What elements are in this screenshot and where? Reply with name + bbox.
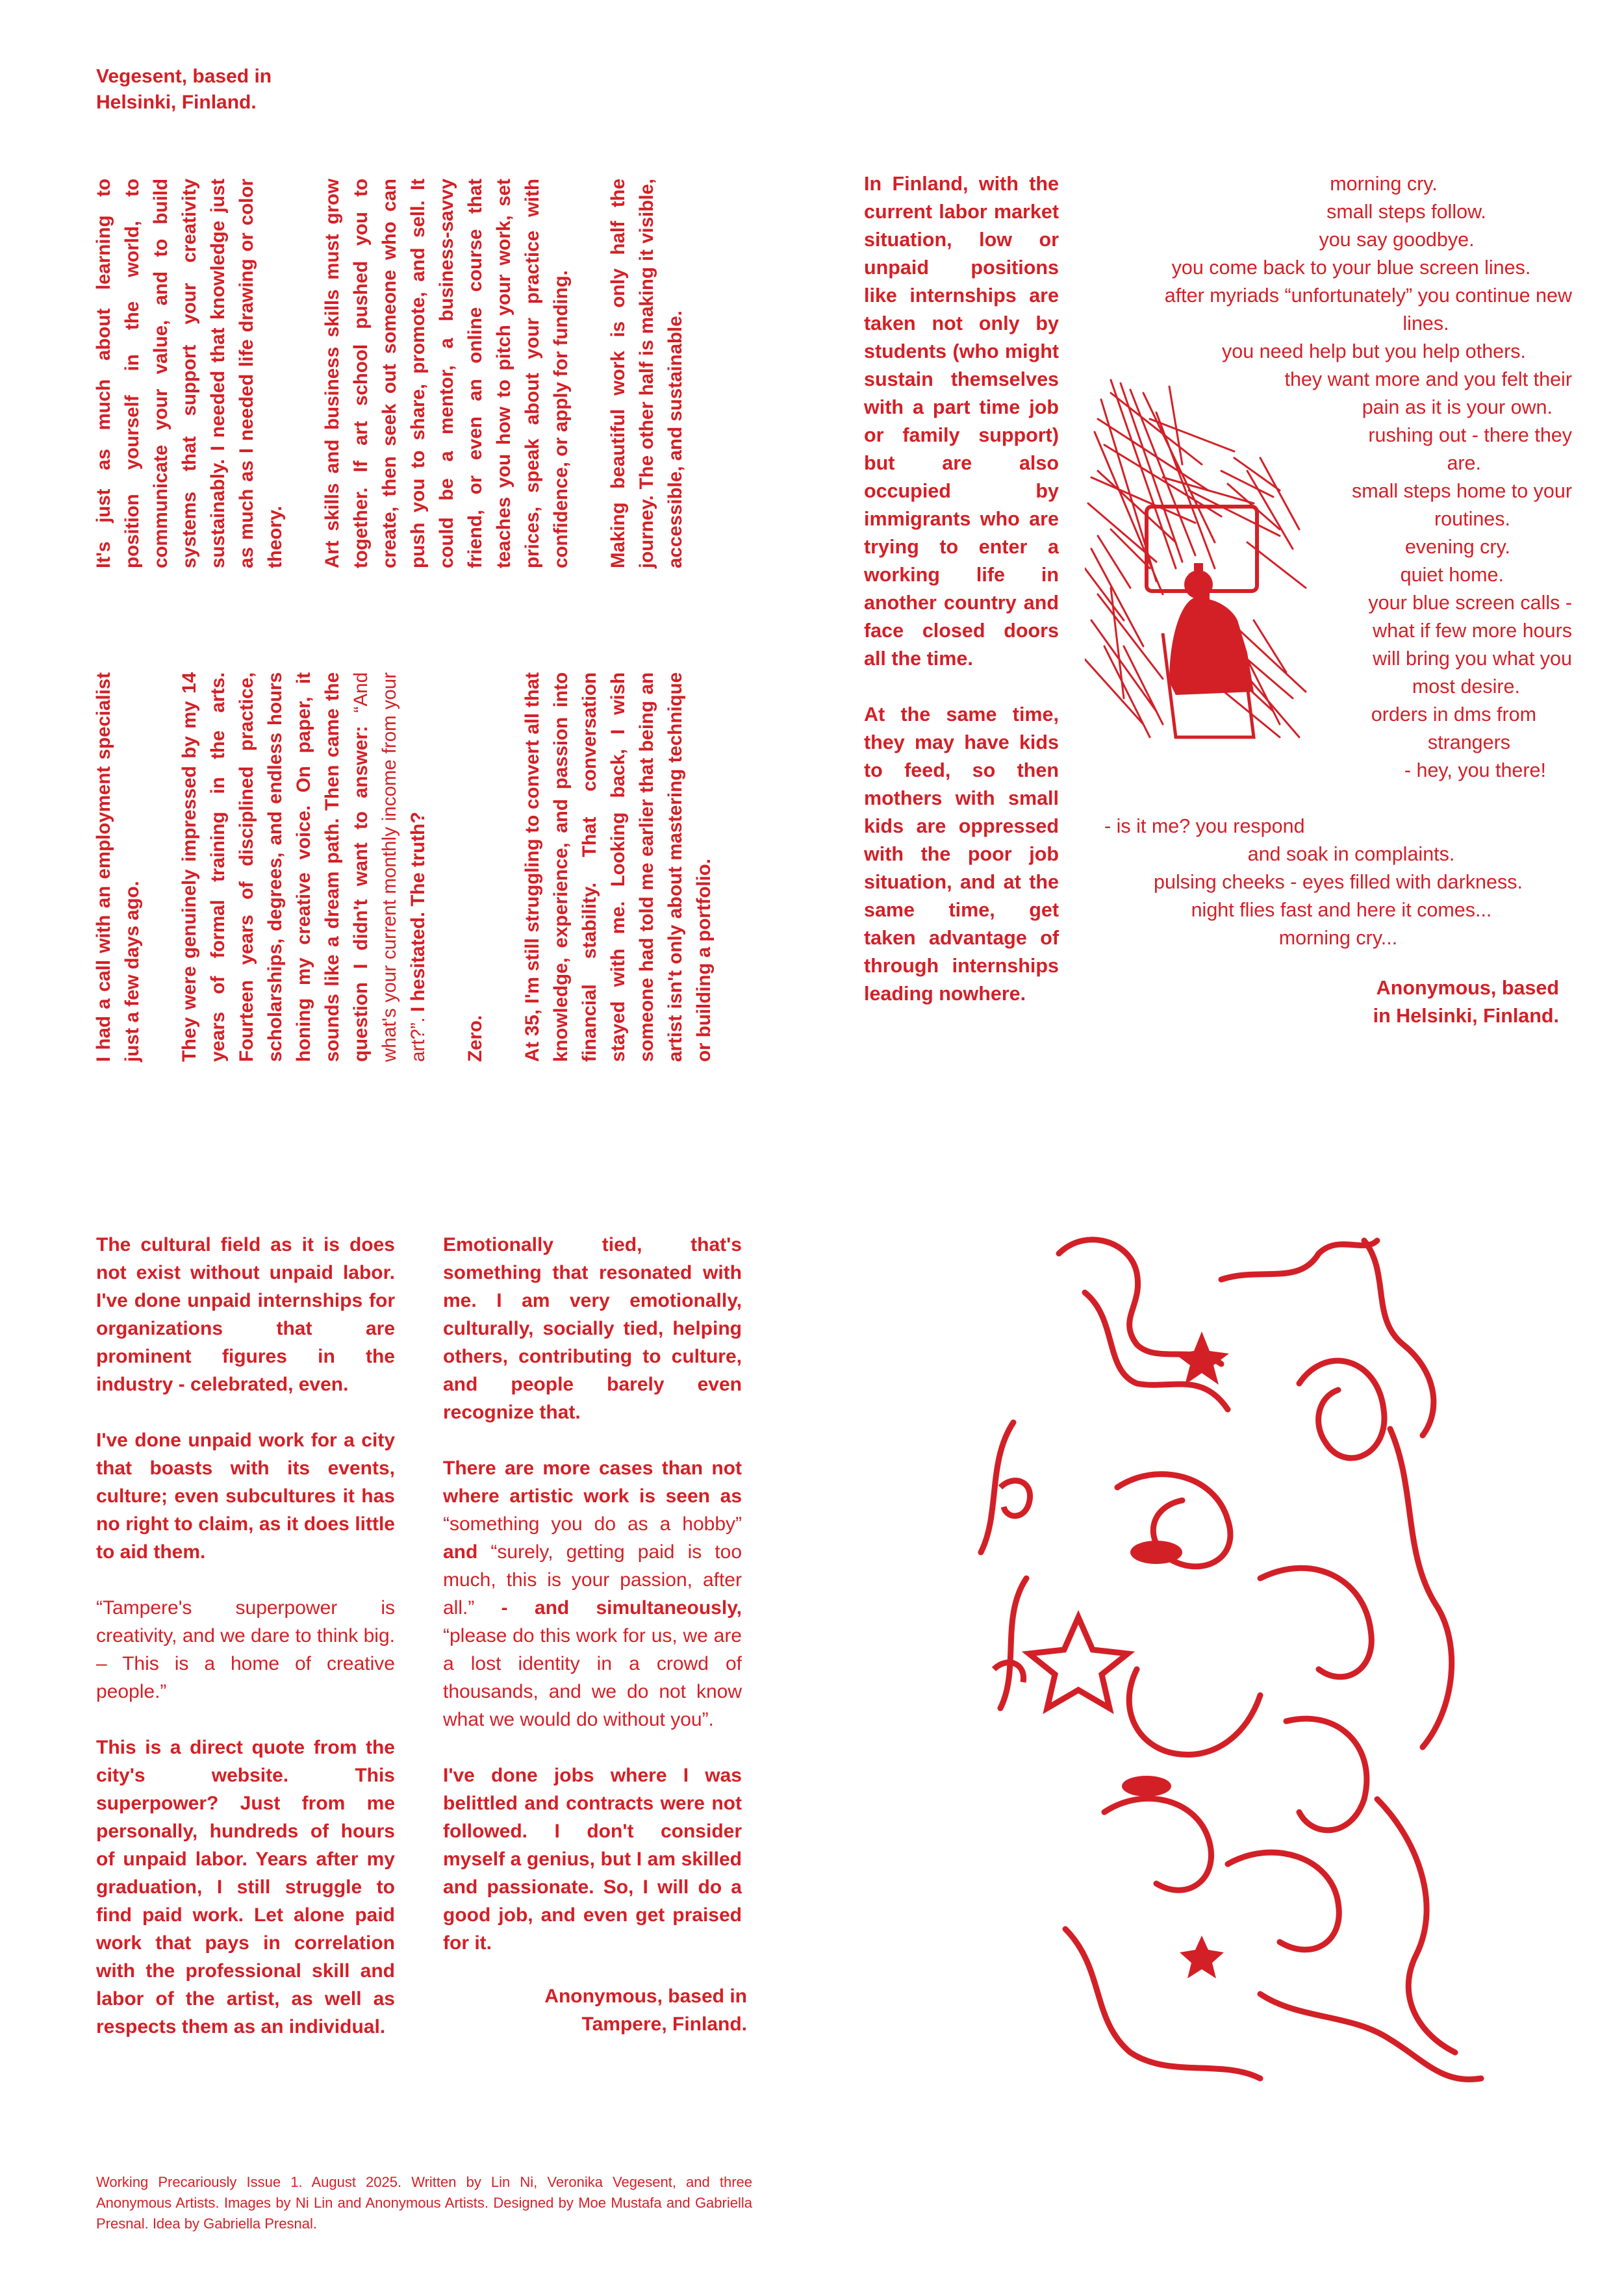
paragraph: I've done jobs where I was belittled and contracts were not followed. I don't consider myself a genius, but I am skilled and passionate. So, I will do a good job, and even get praised for it.	[443, 1765, 742, 1954]
poem-line: rushing out - there they	[1368, 424, 1572, 446]
paragraph: Zero.	[464, 1015, 486, 1062]
poem-line: what if few more hours	[1373, 620, 1572, 642]
poem-line: - is it me? you respond	[1104, 815, 1305, 837]
city-quote: “Tampere's superpower is creativity, and we dare to think big. – This is a home of creative people.”	[96, 1597, 395, 1702]
poem-line: routines.	[1434, 508, 1510, 530]
signature-line: in Helsinki, Finland.	[1373, 1005, 1559, 1027]
paragraph: Art skills and business skills must grow together. If art school pushed you to create, then seek out someone who can push you to share, promote, and sell. It could be a mentor, a business-savvy friend, or even an online course that teaches you how to pitch your work, set prices, speak about your practice with confidence, or apply for funding.	[322, 179, 572, 568]
rotated-essay-body	[90, 146, 713, 1062]
bottom-essay-signature	[494, 1982, 747, 2038]
author-signature-vegesent	[96, 64, 369, 116]
signature-line: Anonymous, based	[1376, 977, 1559, 999]
immigrant-labor-column	[864, 170, 1059, 1036]
paragraph: I've done unpaid work for a city that boasts with its events, culture; even subcultures it has no right to claim, as it does little to aid them.	[96, 1430, 395, 1563]
colophon: Working Precariously Issue 1. August 2025. Written by Lin Ni, Veronika Vegesent, and three Anonymous Artists. Images by Ni Lin and Anonymous Artists. Designed by Moe Mustafa and Gabriella Presnal. Idea by Gabriella Presnal.	[96, 2174, 752, 2232]
rotated-essay-column-1	[90, 672, 747, 1062]
income-question-quote: “And what's your current monthly income from your art?”.	[350, 672, 429, 1062]
poem-stanza-break	[1091, 785, 1572, 813]
poem-line: lines.	[1402, 312, 1449, 334]
poem-line: you say goodbye.	[1319, 229, 1475, 251]
paragraph-text: and	[443, 1541, 491, 1563]
paragraph: It's just as much about learning to position yourself in the world, to communicate your value, and to build systems that support your creativity sustainably. I needed that knowledge just as much as I needed life drawing or color theory.	[93, 179, 286, 568]
paragraph: At the same time, they may have kids to feed, so then mothers with small kids are oppressed with the poor job situation, and at the same time, get taken advantage of through internships leading nowhere.	[864, 703, 1059, 1005]
paragraph: The cultural field as it is does not exist without unpaid labor. I've done unpaid internships for organizations that are prominent figures in the industry - celebrated, even.	[96, 1234, 395, 1395]
poem-line: orders in dms from	[1371, 703, 1536, 725]
poem-line: pulsing cheeks - eyes filled with darkness.	[1154, 871, 1523, 893]
poem-signature	[1332, 974, 1559, 1030]
paragraph-text: - and simultaneously,	[474, 1597, 742, 1619]
signature-line: Vegesent, based in	[96, 66, 272, 87]
lettering-artwork	[922, 1215, 1507, 2124]
paragraph: Making beautiful work is only half the journey. The other half is making it visible, accessible, and sustainable.	[607, 179, 686, 568]
poem-line: you need help but you help others.	[1221, 340, 1526, 362]
signature-line: Helsinki, Finland.	[96, 92, 257, 113]
poem-line: strangers	[1427, 731, 1510, 753]
paragraph: This is a direct quote from the city's website. This superpower? Just from me personally, hundreds of hours of unpaid labor. Years after my graduation, I still struggle to find paid work. Let alone paid work that pays in correlation with the professional skill and labor of the artist, as well as respects them as an individual.	[96, 1737, 395, 2037]
poem-line: your blue screen calls -	[1368, 592, 1572, 614]
poem-line: - hey, you there!	[1404, 759, 1546, 781]
signature-line: Anonymous, based in	[544, 1986, 747, 2007]
poem-line: they want more and you felt their	[1284, 368, 1572, 390]
poem-line: morning cry...	[1278, 927, 1398, 949]
poem-line: and soak in complaints.	[1247, 843, 1455, 865]
poem-line: will bring you what you	[1373, 648, 1572, 670]
poem-line: small steps follow.	[1326, 201, 1486, 223]
bottom-essay-column-2	[443, 1231, 742, 1985]
poem-line: most desire.	[1412, 675, 1520, 698]
bottom-essay-column-1	[96, 1231, 395, 2069]
paragraph	[443, 1454, 742, 1734]
paragraph: I had a call with an employment specialist just a few days ago.	[93, 672, 143, 1062]
paragraph	[175, 672, 433, 1062]
paragraph: At 35, I'm still struggling to convert all that knowledge, experience, and passion into financial stability. That conversation stayed with me. Looking back, I wish someone had told me earlier that being an artist isn't only about mastering technique or building a portfolio.	[522, 672, 715, 1062]
paragraph: In Finland, with the current labor market situation, low or unpaid positions like internships are taken not only by students (who might sustain themselves with a part time job or family support) but are also occupied by immigrants who are trying to enter a working life in another country and face closed doors all the time.	[864, 173, 1059, 670]
poem	[1091, 170, 1572, 952]
paragraph-text: I hesitated. The truth?	[407, 811, 429, 1018]
poem-line: small steps home to your	[1351, 480, 1572, 502]
rotated-essay-column-2	[90, 179, 718, 568]
hobby-quote: “something you do as a hobby”	[443, 1513, 742, 1535]
paragraph-text: They were genuinely impressed by my 14 years of formal training in the arts. Fourteen years of disciplined practice, scholarships, degrees, and endless hours honing my creative voice. On paper, it sounds like a dream path. Then came the question I didn't want to answer:	[179, 672, 372, 1062]
poem-line: after myriads “unfortunately” you continue new	[1164, 284, 1572, 307]
paragraph-text: There are more cases than not where artistic work is seen as	[443, 1457, 742, 1507]
poem-line: morning cry.	[1330, 173, 1438, 195]
paragraph: Emotionally tied, that's something that resonated with me. I am very emotionally, culturally, socially tied, helping others, contributing to culture, and people barely even recognize that.	[443, 1234, 742, 1423]
poem-line: pain as it is your own.	[1362, 396, 1553, 418]
rotated-essay	[90, 146, 713, 1062]
passion-quote: “surely, getting paid is too much, this is your passion, after all.”	[443, 1541, 742, 1619]
poem-line: quiet home.	[1400, 564, 1504, 586]
poem-line: night flies fast and here it comes...	[1191, 899, 1492, 921]
signature-line: Tampere, Finland.	[581, 2013, 747, 2035]
poem-line: are.	[1447, 452, 1481, 474]
poem-line: evening cry.	[1404, 536, 1510, 558]
please-quote: “please do this work for us, we are a lost identity in a crowd of thousands, and we do not know what we would do without you”.	[443, 1625, 742, 1730]
poem-line: you come back to your blue screen lines.	[1171, 257, 1531, 279]
